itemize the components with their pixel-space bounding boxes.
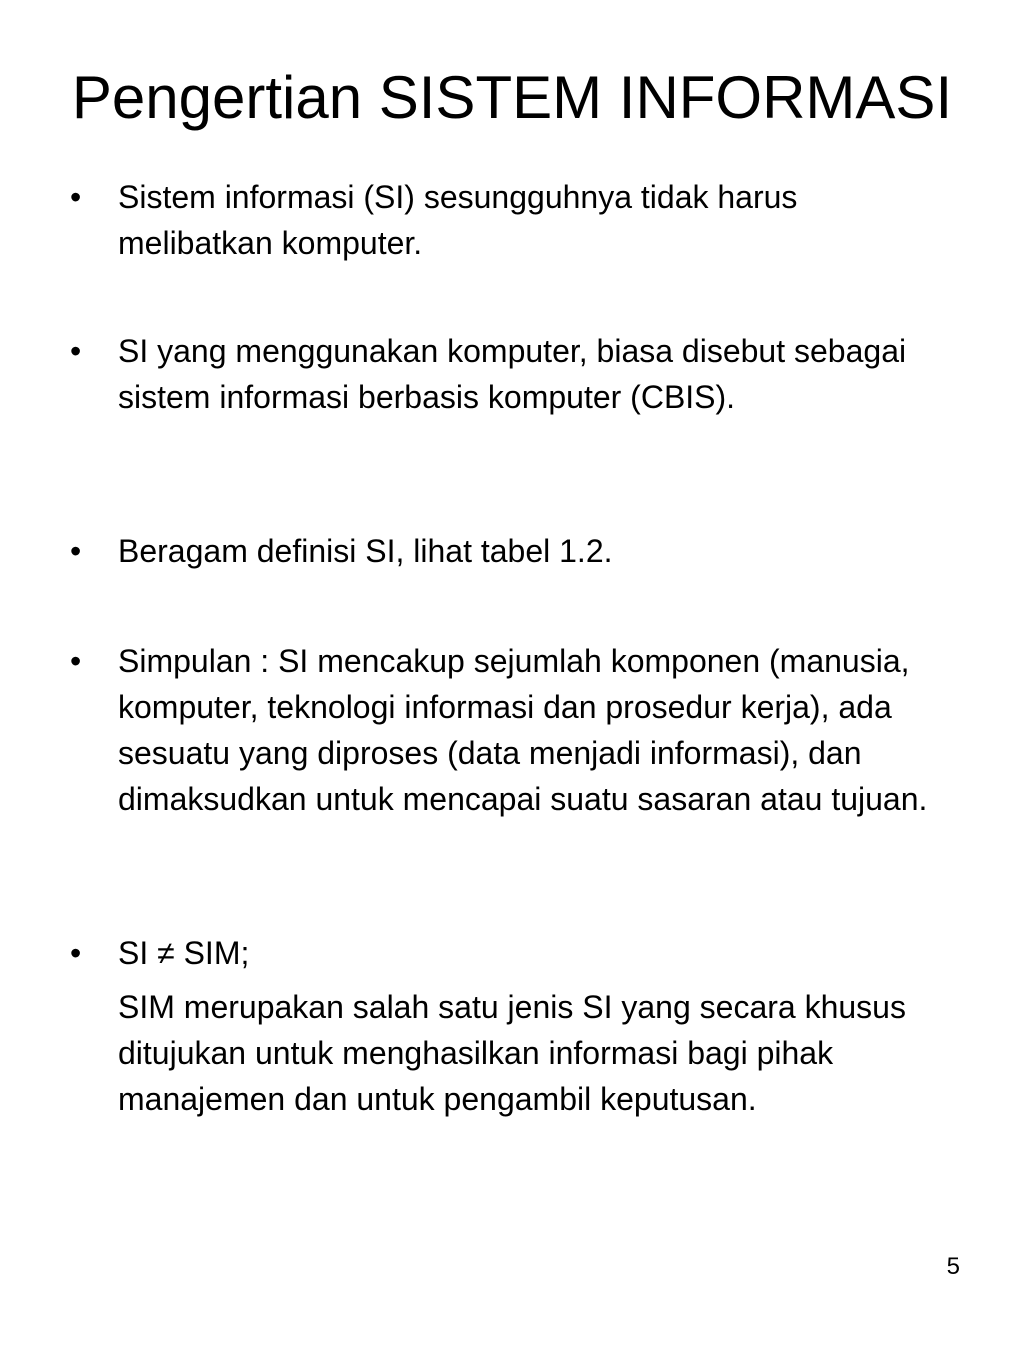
slide-title: Pengertian SISTEM INFORMASI (71, 64, 953, 131)
page-number: 5 (946, 1253, 960, 1280)
bullet-text: Sistem informasi (SI) sesungguhnya tidak harus melibatkan komputer. (118, 179, 798, 261)
bullet-dot-icon: • (70, 333, 82, 369)
bullet-dot-icon: • (70, 643, 82, 679)
bullet-dot-icon: • (70, 935, 82, 971)
sim-description: SIM merupakan salah satu jenis SI yang secara khusus ditujukan untuk menghasilkan informasi bagi pihak manajemen dan untuk pengambil keputusan. (118, 989, 906, 1117)
bullet-text: SI ≠ SIM; (118, 935, 250, 971)
bullet-dot-icon: • (70, 533, 82, 569)
bullet-dot-icon: • (70, 179, 82, 215)
bullet-text: SI yang menggunakan komputer, biasa disebut sebagai sistem informasi berbasis komputer (CBIS). (118, 333, 907, 415)
bullet-text: Simpulan : SI mencakup sejumlah komponen (manusia, komputer, teknologi informasi dan prosedur kerja), ada sesuatu yang diproses (data menjadi informasi), dan dimaksudkan untuk mencapai suatu sasaran atau tujuan. (118, 643, 928, 817)
bullet-text: Beragam definisi SI, lihat tabel 1.2. (118, 533, 613, 569)
